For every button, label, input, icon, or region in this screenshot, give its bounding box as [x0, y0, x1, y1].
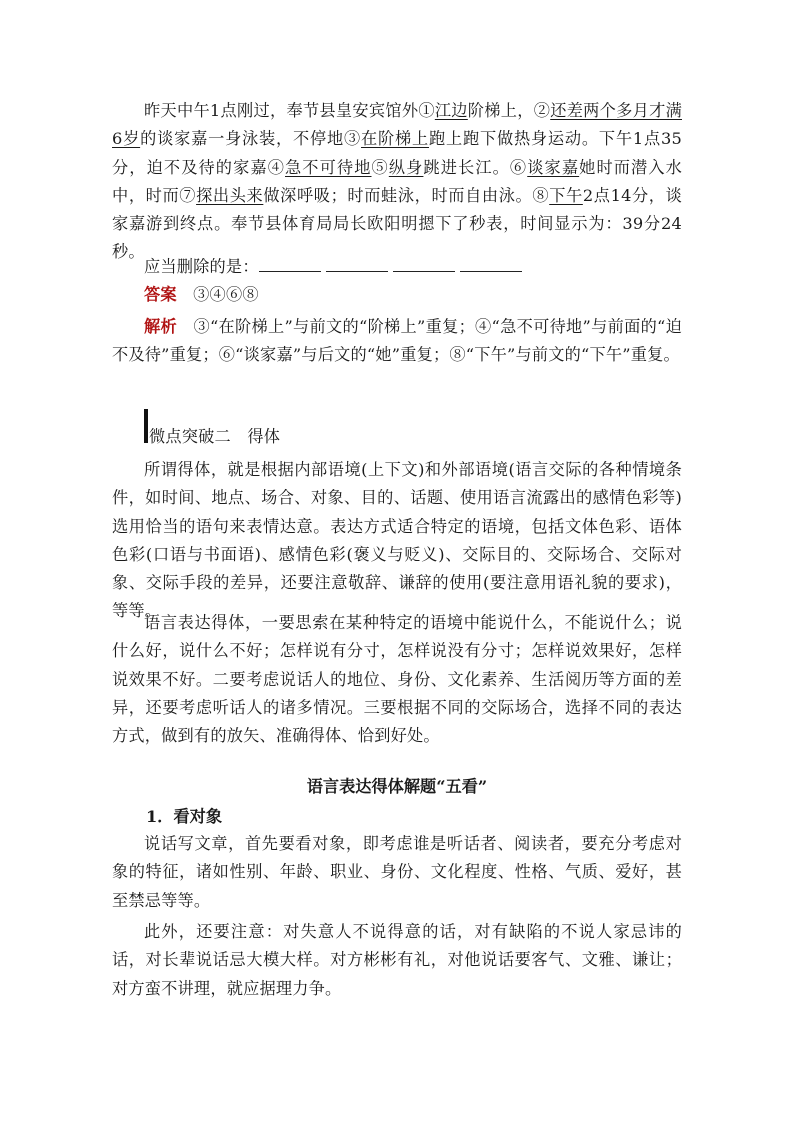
underlined-phrase-2: 还差两个多月才满6岁: [112, 101, 682, 149]
answer-line: [112, 281, 682, 309]
passage-text: ⑤: [371, 157, 389, 177]
passage-text: 2点14分，谈家嘉游到终点。奉节县体育局局长欧阳明摁下了秒表，时间显示为：39分24秒。: [112, 185, 683, 262]
explanation-paragraph: [112, 313, 682, 370]
passage-text: 跑上跑下做热身运动。下午1点35分，迫不及待的家嘉④: [112, 129, 682, 177]
answer-label: 答案: [144, 285, 177, 304]
passage-text: 做深呼吸；时而蛙泳，时而自由泳。⑧: [263, 185, 550, 205]
sub-heading-1: 1．看对象: [146, 807, 223, 826]
passage-text: 跳进长江。⑥: [423, 157, 528, 177]
question-prompt: 应当删除的是：: [144, 257, 259, 276]
answer-blank-1[interactable]: [259, 257, 321, 272]
center-title: 语言表达得体解题“五看”: [306, 777, 488, 796]
answer-value: ③④⑥⑧: [193, 285, 259, 304]
explanation-label: 解析: [144, 317, 177, 336]
passage-text: 昨天中午1点刚过，奉节县皇安宾馆外①: [144, 101, 435, 120]
body-paragraph-1: 所谓得体，就是根据内部语境(上下文)和外部语境(语言交际的各种情境条件，如时间、地点、场合、对象、目的、话题、使用语言流露出的感情色彩等)选用恰当的语句来表情达意。表达方式适合特定的语境，包括文体色彩、语体色彩(口语与书面语)、感情色彩(褒义与贬义)、交际目的、交际场合、交际对象、交际手段的差异，还要注意敬辞、谦辞的使用(要注意用语礼貌的要求)，等等。: [112, 460, 682, 621]
answer-blank-4[interactable]: [460, 257, 522, 272]
passage-text: 的谈家嘉一身泳装，不停地③: [140, 129, 362, 149]
passage-paragraph: [112, 97, 682, 267]
underlined-phrase-5: 纵身: [388, 157, 424, 177]
underlined-phrase-4: 急不可待地: [285, 157, 372, 177]
underlined-phrase-6: 谈家嘉: [527, 157, 580, 177]
question-line: [112, 253, 682, 281]
passage-text: 她时而潜入水中，时而⑦: [112, 157, 683, 205]
answer-blank-3[interactable]: [393, 257, 455, 272]
section-heading: [149, 423, 449, 451]
underlined-phrase-8: 下午: [549, 185, 583, 205]
explanation-text: ③“在阶梯上”与前文的“阶梯上”重复；④“急不可待地”与前面的“迫不及待”重复；⑥“谈家嘉”与后文的“她”重复；⑧“下午”与前文的“下午”重复。: [112, 317, 683, 365]
underlined-phrase-1: 江边: [434, 101, 468, 120]
passage-text: 阶梯上，②: [467, 101, 551, 120]
section-marker-bar: [144, 409, 148, 443]
section-title: 微点突破二 得体: [149, 427, 281, 446]
body-paragraph-2: 语言表达得体，一要思索在某种特定的语境中能说什么，不能说什么；说什么好，说什么不好；怎样说有分寸，怎样说没有分寸；怎样说效果好，怎样说效果不好。二要考虑说话人的地位、身份、文化素养、生活阅历等方面的差异，还要考虑听话人的诸多情况。三要根据不同的交际场合，选择不同的表达方式，做到有的放矢、准确得体、恰到好处。: [112, 613, 682, 746]
body-paragraph-3: 说话写文章，首先要看对象，即考虑谁是听话者、阅读者，要充分考虑对象的特征，诸如性别、年龄、职业、身份、文化程度、性格、气质、爱好，甚至禁忌等等。: [112, 834, 682, 910]
underlined-phrase-3: 在阶梯上: [361, 129, 429, 149]
underlined-phrase-7: 探出头来: [196, 185, 264, 205]
body-paragraph-4: 此外，还要注意：对失意人不说得意的话，对有缺陷的不说人家忌讳的话，对长辈说话忌大模大样。对方彬彬有礼，对他说话要客气、文雅、谦让；对方蛮不讲理，就应据理力争。: [112, 922, 682, 998]
answer-blank-2[interactable]: [326, 257, 388, 272]
